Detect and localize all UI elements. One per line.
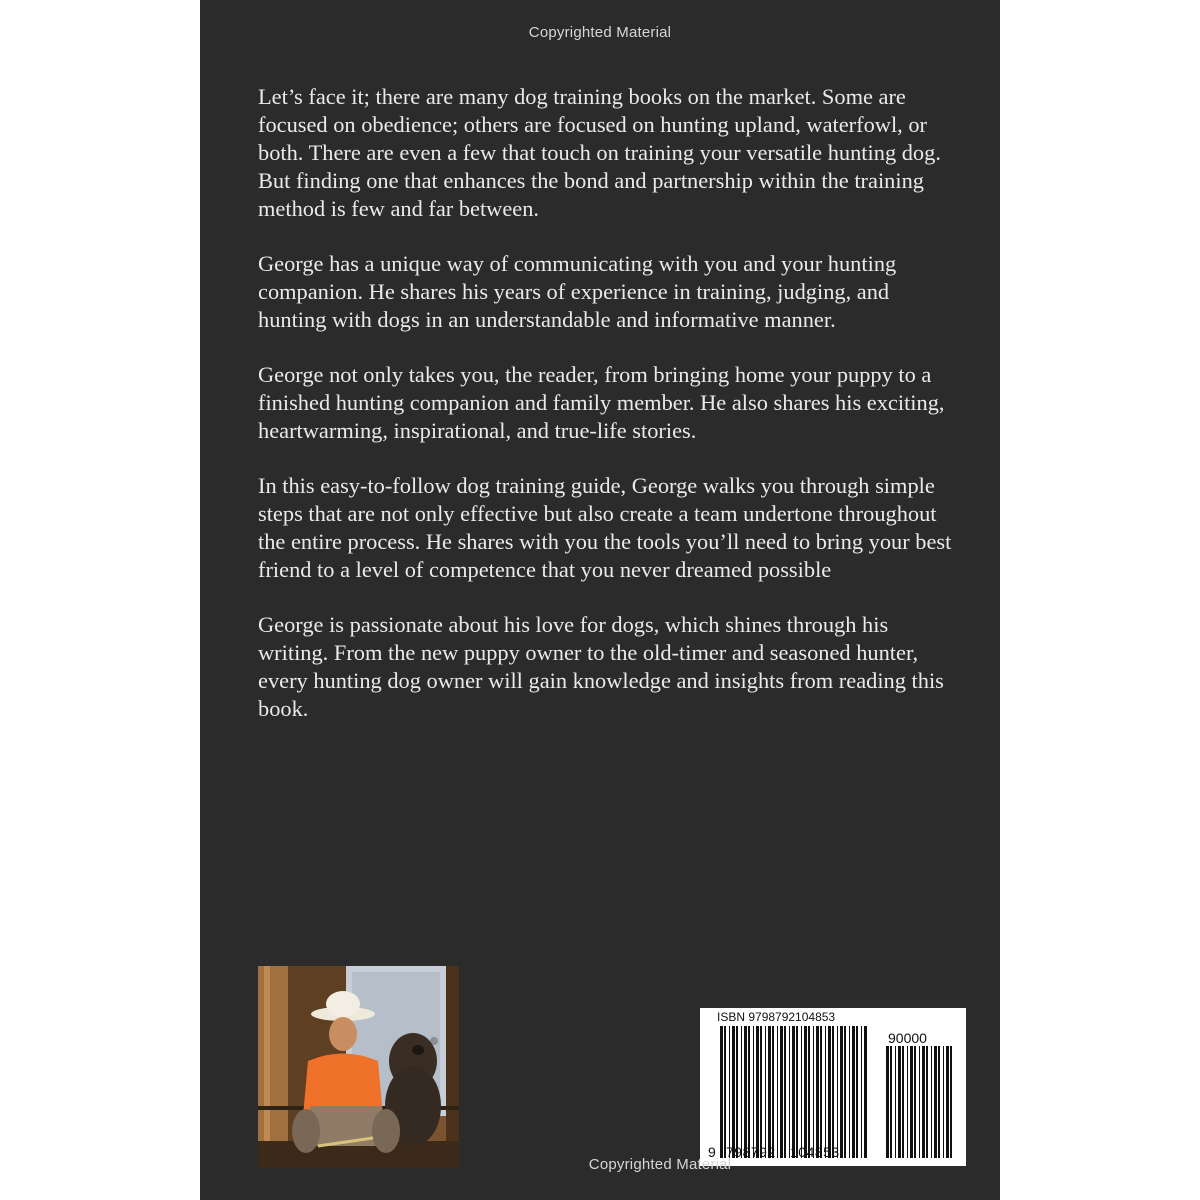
barcode-bar [801, 1026, 802, 1158]
barcode-bar [895, 1046, 896, 1158]
barcode-bar [946, 1046, 949, 1158]
watermark-bottom: Copyrighted Material [588, 1156, 732, 1173]
barcode-bar [914, 1046, 916, 1158]
barcode-bar [950, 1046, 952, 1158]
isbn-barcode [700, 1008, 966, 1166]
barcode-bar [777, 1026, 778, 1158]
barcode-bar [931, 1046, 932, 1158]
barcode-bar [720, 1026, 723, 1158]
blurb-paragraph: George is passionate about his love for dogs, which shines through his writing. From the new puppy owner to the old-timer and seasoned hunter, every hunting dog owner will gain knowledge and insights from reading this book. [258, 612, 944, 721]
barcode-bar [768, 1026, 771, 1158]
barcode-bars [700, 1008, 966, 1166]
barcode-bar [796, 1026, 798, 1158]
barcode-bar [813, 1026, 814, 1158]
blurb-paragraph: In this easy-to-follow dog training guide, George walks you through simple steps that are not only effective but also create a team undertone throughout the entire process. He shares with you the tools you’ll need to bring your best friend to a level of competence that you never dreamed possible [258, 473, 952, 582]
barcode-bar [837, 1026, 838, 1158]
author-with-dog-image [258, 966, 459, 1168]
blurb-paragraph: George has a unique way of communicating with you and your hunting companion. He shares his years of experience in training, judging, and hunting with dogs in an understandable and informative manner. [258, 251, 897, 332]
barcode-bar [922, 1046, 925, 1158]
barcode-bar [943, 1046, 944, 1158]
barcode-bar [741, 1026, 742, 1158]
back-cover [200, 0, 1000, 1200]
barcode-bar [844, 1026, 846, 1158]
barcode-digit-first: 9 [708, 1144, 717, 1160]
barcode-bar [861, 1026, 862, 1158]
barcode-bar [934, 1046, 937, 1158]
barcode-bar [784, 1026, 786, 1158]
barcode-bar [938, 1046, 940, 1158]
barcode-bar [729, 1026, 730, 1158]
barcode-bar [756, 1026, 759, 1158]
barcode-bar [789, 1026, 790, 1158]
barcode-bar [724, 1026, 726, 1158]
barcode-bar [886, 1046, 889, 1158]
barcode-bar [890, 1046, 892, 1158]
barcode-bar [808, 1026, 810, 1158]
barcode-bar [852, 1026, 855, 1158]
barcode-bar [926, 1046, 928, 1158]
barcode-bar [792, 1026, 795, 1158]
barcode-bar [804, 1026, 807, 1158]
barcode-bar [736, 1026, 738, 1158]
barcode-bar [902, 1046, 904, 1158]
barcode-bar [910, 1046, 913, 1158]
author-photo [258, 966, 459, 1168]
barcode-bar [849, 1026, 850, 1158]
barcode-bar [760, 1026, 762, 1158]
isbn-label: ISBN 9798792104853 [717, 1010, 836, 1024]
barcode-bar [907, 1046, 908, 1158]
barcode-bar [772, 1026, 774, 1158]
barcode-bar [744, 1026, 747, 1158]
blurb-text [258, 83, 958, 750]
barcode-bar [919, 1046, 920, 1158]
barcode-bar [828, 1026, 831, 1158]
barcode-bar [898, 1046, 901, 1158]
barcode-bar [816, 1026, 819, 1158]
blurb-paragraph: Let’s face it; there are many dog training books on the market. Some are focused on obedience; others are focused on hunting upland, waterfowl, or both. There are even a few that touch on training your versatile hunting dog. But finding one that enhances the bond and partnership within the training method is few and far between. [258, 84, 941, 221]
barcode-bar [780, 1026, 783, 1158]
barcode-digits-group1: 798792 [726, 1144, 776, 1160]
barcode-bar [856, 1026, 858, 1158]
blurb-paragraph: George not only takes you, the reader, from bringing home your puppy to a finished hunting companion and family member. He also shares his exciting, heartwarming, inspirational, and true-life stories. [258, 362, 945, 443]
barcode-digits-group2: 104853 [790, 1144, 840, 1160]
barcode-bar [753, 1026, 754, 1158]
barcode-bar [732, 1026, 735, 1158]
barcode-bar [765, 1026, 766, 1158]
barcode-bar [864, 1026, 867, 1158]
barcode-bar [748, 1026, 750, 1158]
watermark-top: Copyrighted Material [528, 24, 672, 41]
barcode-bar [832, 1026, 834, 1158]
price-code: 90000 [888, 1030, 927, 1046]
barcode-bar [820, 1026, 822, 1158]
barcode-bar [840, 1026, 843, 1158]
barcode-bar [825, 1026, 826, 1158]
